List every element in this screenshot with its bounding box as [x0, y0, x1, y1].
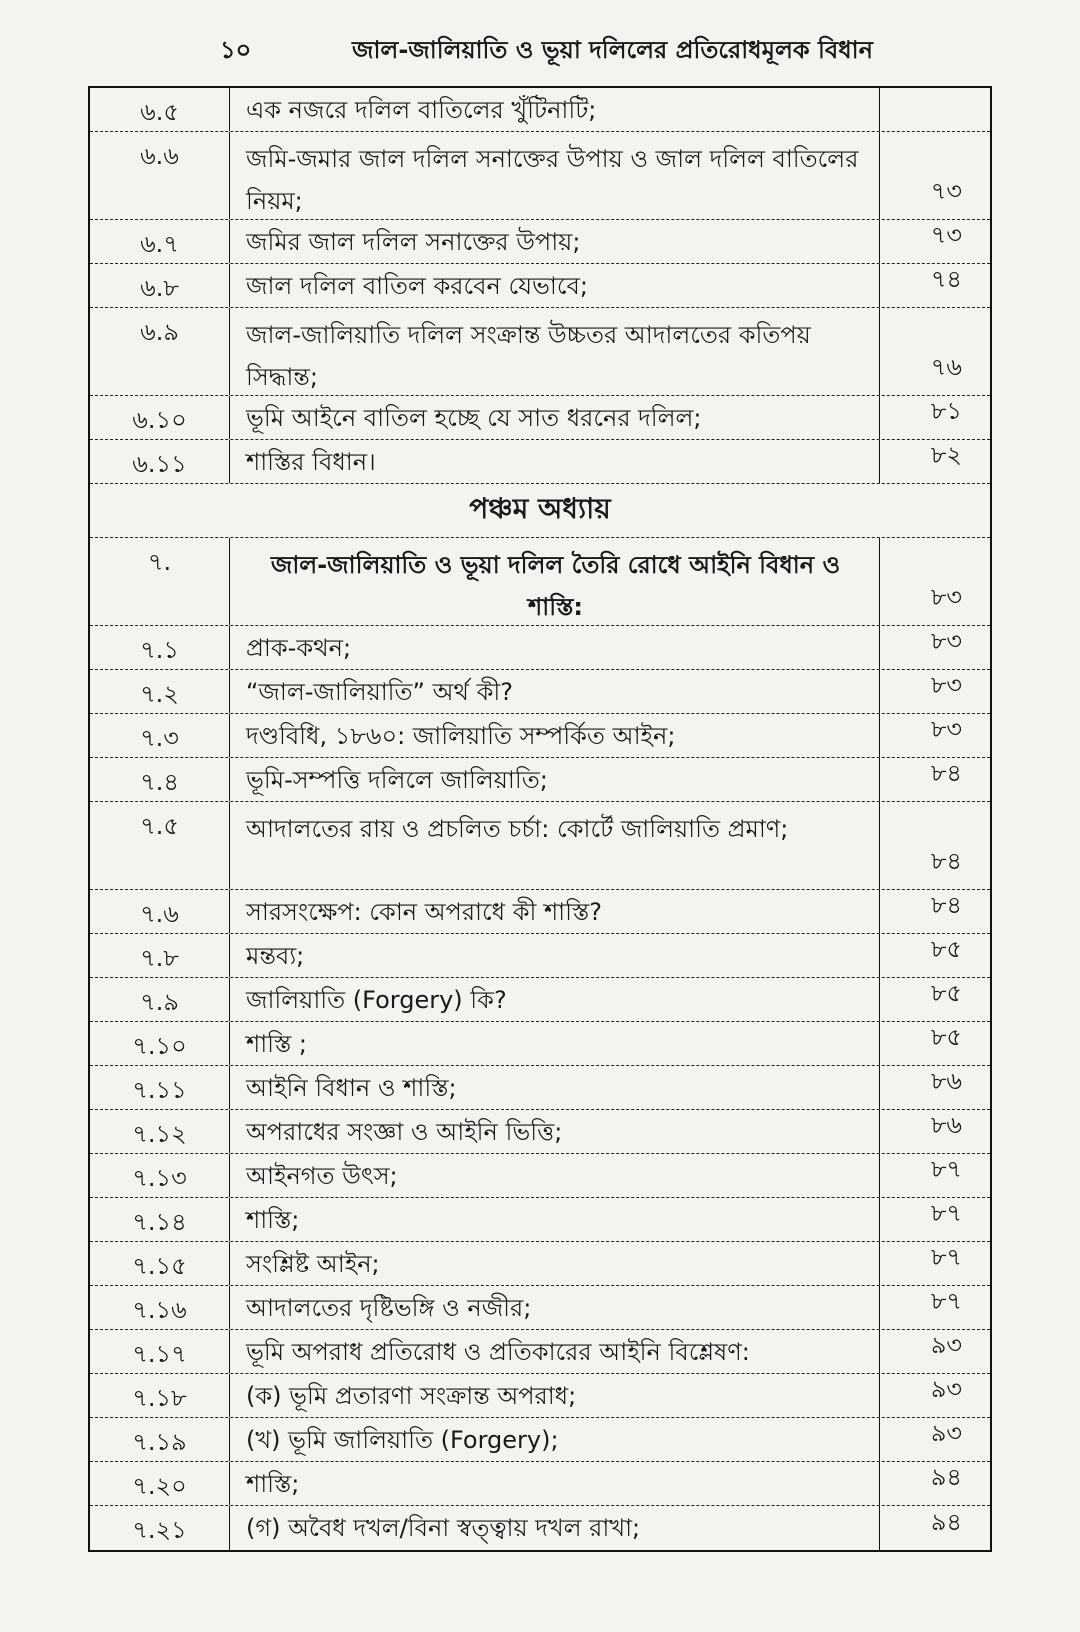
section-page: ৮৪ — [930, 759, 962, 787]
section-title: (গ) অবৈধ দখল/বিনা স্বত্ত্বায় দখল রাখা; — [230, 1506, 880, 1550]
section-title: অপরাধের সংজ্ঞা ও আইনি ভিত্তি; — [230, 1110, 880, 1153]
running-title: জাল-জালিয়াতি ও ভূয়া দলিলের প্রতিরোধমূলক বিধান — [352, 36, 873, 64]
section-page: ৯৩ — [930, 1331, 962, 1359]
section-title: শাস্তি; — [230, 1198, 880, 1241]
section-title: ভূমি অপরাধ প্রতিরোধ ও প্রতিকারের আইনি বিশ্লেষণ: — [230, 1330, 880, 1373]
section-number: ৭.৮ — [90, 934, 230, 977]
section-number: ৭.৬ — [90, 890, 230, 933]
section-number: ৭.১৯ — [90, 1418, 230, 1461]
toc-row — [90, 1110, 990, 1154]
toc-row — [90, 1198, 990, 1242]
section-number: ৭.১৬ — [90, 1286, 230, 1329]
page-header — [0, 22, 1080, 72]
section-page: ৮৭ — [930, 1287, 962, 1315]
section-number: ৭.৩ — [90, 714, 230, 757]
toc-row — [90, 934, 990, 978]
toc-row — [90, 1066, 990, 1110]
section-number: ৭.৫ — [90, 802, 230, 889]
chapter-title-row — [90, 538, 990, 626]
section-number: ৬.১০ — [90, 396, 230, 439]
toc-row — [90, 714, 990, 758]
section-number: ৭.২ — [90, 670, 230, 713]
section-title: জাল-জালিয়াতি ও ভূয়া দলিল তৈরি রোধে আইনি বিধান ও শাস্তি: — [230, 538, 880, 625]
section-page: ৮৪ — [930, 891, 962, 919]
section-page: ৮৩ — [930, 583, 962, 611]
section-number: ৬.৯ — [90, 308, 230, 395]
toc-row — [90, 396, 990, 440]
section-title: আইনগত উৎস; — [230, 1154, 880, 1197]
section-page: ৯৪ — [930, 1508, 962, 1536]
section-number: ৬.১১ — [90, 440, 230, 483]
section-page: ৮১ — [930, 397, 962, 425]
section-title: সংশ্লিষ্ট আইন; — [230, 1242, 880, 1285]
toc-row — [90, 264, 990, 308]
section-number: ৭.১৭ — [90, 1330, 230, 1373]
section-page: ৮৫ — [930, 935, 962, 963]
section-title: আদালতের রায় ও প্রচলিত চর্চা: কোর্টে জালিয়াতি প্রমাণ; — [230, 802, 880, 889]
section-number: ৭.২০ — [90, 1462, 230, 1505]
section-number: ৬.৭ — [90, 220, 230, 263]
toc-row — [90, 978, 990, 1022]
section-title: (খ) ভূমি জালিয়াতি (Forgery); — [230, 1418, 880, 1461]
section-page: ৮৭ — [930, 1199, 962, 1227]
section-title: জমি-জমার জাল দলিল সনাক্তের উপায় ও জাল দলিল বাতিলের নিয়ম; — [230, 132, 880, 219]
section-title: জমির জাল দলিল সনাক্তের উপায়; — [230, 220, 880, 263]
toc-row — [90, 758, 990, 802]
section-number: ৭.২১ — [90, 1506, 230, 1550]
section-page: ৮৩ — [930, 671, 962, 699]
section-number: ৭.১৩ — [90, 1154, 230, 1197]
section-title: ভূমি আইনে বাতিল হচ্ছে যে সাত ধরনের দলিল; — [230, 396, 880, 439]
section-number: ৬.৬ — [90, 132, 230, 219]
toc-row — [90, 670, 990, 714]
section-page: ৯৪ — [930, 1463, 962, 1491]
table-of-contents — [88, 86, 992, 1552]
toc-row — [90, 802, 990, 890]
section-title: আদালতের দৃষ্টিভঙ্গি ও নজীর; — [230, 1286, 880, 1329]
section-page: ৭৪ — [930, 265, 962, 293]
section-title: জালিয়াতি (Forgery) কি? — [230, 978, 880, 1021]
section-title: এক নজরে দলিল বাতিলের খুঁটিনাটি; — [230, 88, 880, 131]
toc-row — [90, 132, 990, 220]
section-title: আইনি বিধান ও শাস্তি; — [230, 1066, 880, 1109]
section-page: ৮৬ — [930, 1067, 962, 1095]
toc-row — [90, 440, 990, 484]
section-page: ৭৬ — [930, 353, 962, 381]
section-title: শাস্তির বিধান। — [230, 440, 880, 483]
section-title: প্রাক-কথন; — [230, 626, 880, 669]
section-number: ৭.১৮ — [90, 1374, 230, 1417]
toc-row — [90, 1022, 990, 1066]
toc-row — [90, 1154, 990, 1198]
section-title: জাল দলিল বাতিল করবেন যেভাবে; — [230, 264, 880, 307]
toc-row — [90, 1286, 990, 1330]
section-page: ৮৬ — [930, 1111, 962, 1139]
toc-row — [90, 1374, 990, 1418]
section-number: ৭.১৫ — [90, 1242, 230, 1285]
section-number: ৭.৯ — [90, 978, 230, 1021]
section-title: (ক) ভূমি প্রতারণা সংক্রান্ত অপরাধ; — [230, 1374, 880, 1417]
section-number: ৭.৪ — [90, 758, 230, 801]
section-title: শাস্তি; — [230, 1462, 880, 1505]
toc-row — [90, 1418, 990, 1462]
section-number: ৭.১০ — [90, 1022, 230, 1065]
section-title: সারসংক্ষেপ: কোন অপরাধে কী শাস্তি? — [230, 890, 880, 933]
section-number: ৭.১২ — [90, 1110, 230, 1153]
toc-row — [90, 890, 990, 934]
section-page: ৮৭ — [930, 1243, 962, 1271]
toc-row — [90, 1330, 990, 1374]
toc-row — [90, 1506, 990, 1550]
section-number: ৭.১১ — [90, 1066, 230, 1109]
section-number: ৬.৫ — [90, 88, 230, 131]
section-page: ৮৪ — [930, 847, 962, 875]
chapter-heading: পঞ্চম অধ্যায় — [90, 484, 990, 538]
section-number: ৭.১ — [90, 626, 230, 669]
toc-row — [90, 308, 990, 396]
section-page: ৭৩ — [930, 221, 962, 249]
toc-row — [90, 88, 990, 132]
section-page: ৮৩ — [930, 627, 962, 655]
section-title: “জাল-জালিয়াতি” অর্থ কী? — [230, 670, 880, 713]
section-page — [880, 88, 990, 131]
toc-row — [90, 220, 990, 264]
section-page: ৮৩ — [930, 715, 962, 743]
section-number: ৬.৮ — [90, 264, 230, 307]
section-title: মন্তব্য; — [230, 934, 880, 977]
section-title: শাস্তি ; — [230, 1022, 880, 1065]
toc-row — [90, 1462, 990, 1506]
section-title: দণ্ডবিধি, ১৮৬০: জালিয়াতি সম্পর্কিত আইন; — [230, 714, 880, 757]
section-title: জাল-জালিয়াতি দলিল সংক্রান্ত উচ্চতর আদালতের কতিপয় সিদ্ধান্ত; — [230, 308, 880, 395]
section-number: ৭. — [90, 538, 230, 625]
section-page: ৮৫ — [930, 979, 962, 1007]
section-page: ৮৭ — [930, 1155, 962, 1183]
section-page: ৯৩ — [930, 1419, 962, 1447]
section-number: ৭.১৪ — [90, 1198, 230, 1241]
page-number: ১০ — [220, 36, 252, 64]
section-page: ৭৩ — [930, 177, 962, 205]
toc-row — [90, 1242, 990, 1286]
section-page: ৮২ — [930, 441, 962, 469]
toc-row — [90, 626, 990, 670]
section-title: ভূমি-সম্পত্তি দলিলে জালিয়াতি; — [230, 758, 880, 801]
section-page: ৯৩ — [930, 1375, 962, 1403]
section-page: ৮৫ — [930, 1023, 962, 1051]
